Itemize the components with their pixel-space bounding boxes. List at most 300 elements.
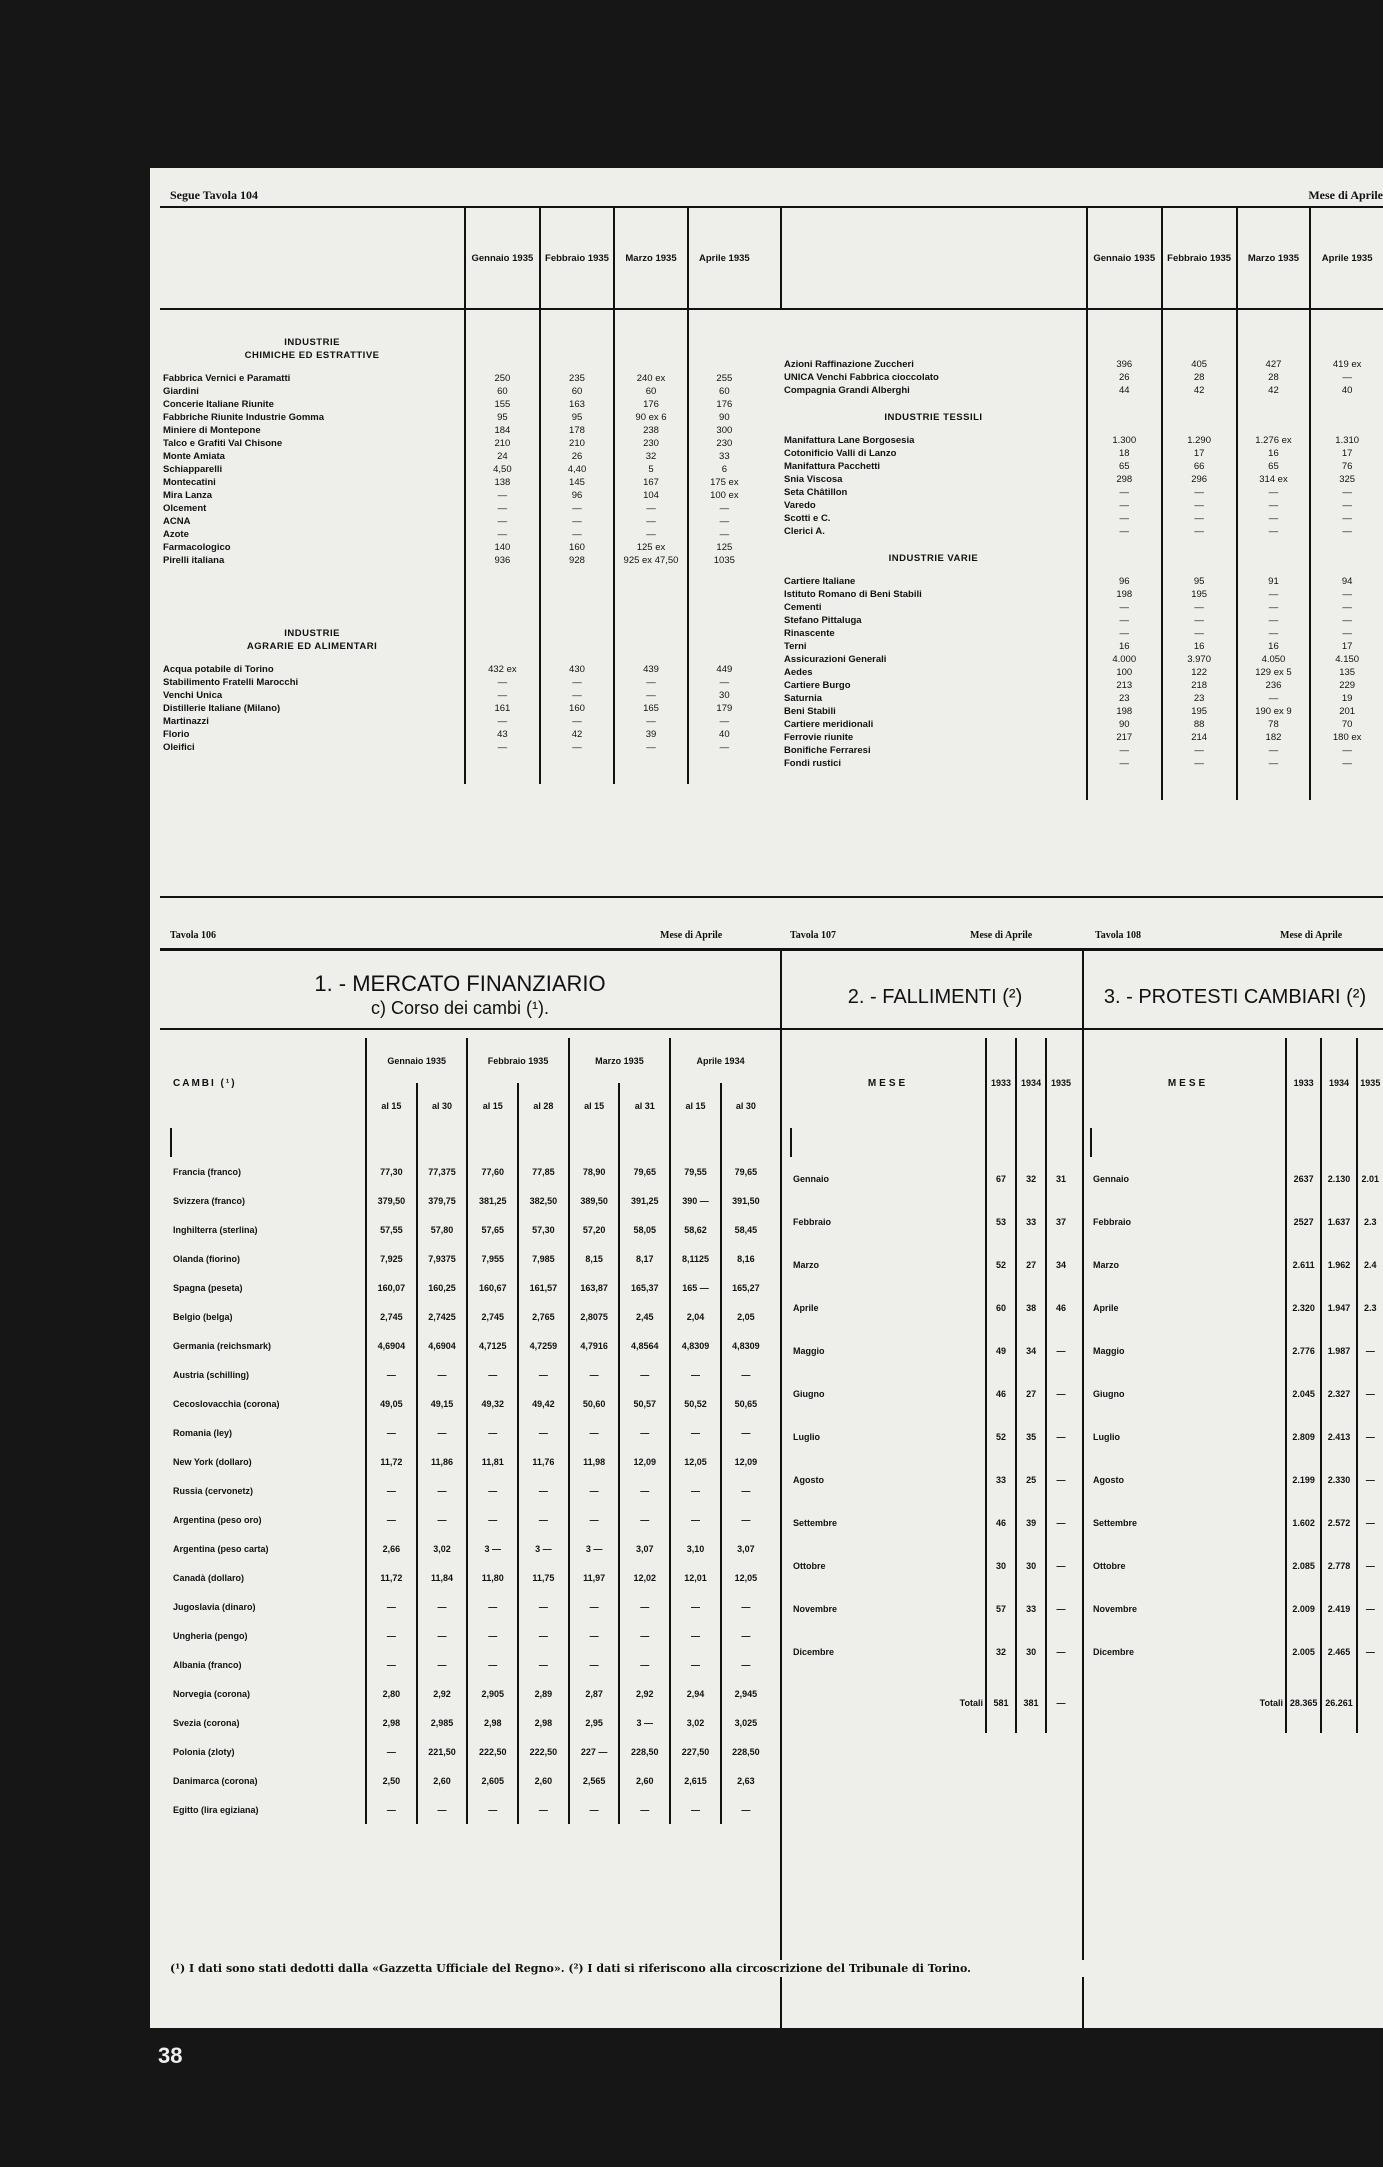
col-gennaio: Gennaio 1935 xyxy=(465,208,539,308)
varie-row-value: — xyxy=(1087,744,1162,757)
spacer-cell xyxy=(781,397,1087,411)
varie-row xyxy=(781,679,1383,692)
spacer-cell xyxy=(465,640,539,653)
cambi-row xyxy=(171,1360,770,1389)
spacer-cell xyxy=(781,538,1087,552)
tessili-row-value: 17 xyxy=(1162,447,1237,460)
rate-value: 77,85 xyxy=(518,1157,569,1186)
month-label: Maggio xyxy=(1093,1345,1125,1356)
rate-value: — xyxy=(366,1360,417,1389)
chimiche-row-value: 235 xyxy=(540,372,615,385)
month-label: Aprile xyxy=(793,1302,819,1313)
tav108-month: Mese di Aprile xyxy=(1280,930,1343,941)
agrarie-row-value: — xyxy=(465,741,539,754)
varie-row-value: — xyxy=(1162,614,1237,627)
currency-label: Svezia (corona) xyxy=(173,1717,240,1728)
rate-value: 49,15 xyxy=(417,1389,468,1418)
rate-value: — xyxy=(366,1621,417,1650)
tessili-row xyxy=(781,460,1383,473)
rate-value: 79,55 xyxy=(670,1157,721,1186)
rate-value: 11,76 xyxy=(518,1447,569,1476)
rate-value: 77,30 xyxy=(366,1157,417,1186)
total-value: 28.365 xyxy=(1286,1673,1321,1733)
count-value: 1.637 xyxy=(1321,1200,1356,1243)
rate-value: 4,6904 xyxy=(417,1331,468,1360)
rate-value: 7,9375 xyxy=(417,1244,468,1273)
rate-value: — xyxy=(417,1621,468,1650)
col-aprile: Aprile 1935 xyxy=(688,208,760,308)
rate-value: 228,50 xyxy=(619,1737,670,1766)
chimiche-row-value: — xyxy=(614,515,687,528)
count-value: 49 xyxy=(986,1329,1016,1372)
chimiche-row-value: 95 xyxy=(540,411,615,424)
count-value: — xyxy=(1046,1372,1075,1415)
chimiche-row xyxy=(160,554,760,567)
total-value: 581 xyxy=(986,1673,1016,1733)
count-value: 30 xyxy=(1016,1630,1046,1673)
rate-value: 7,985 xyxy=(518,1244,569,1273)
varie-row-value: 180 ex xyxy=(1310,731,1383,744)
month-label: Novembre xyxy=(1093,1603,1138,1614)
spacer-cell xyxy=(688,653,760,663)
tav108-label: Tavola 108 xyxy=(1095,930,1142,941)
currency-label: Albania (franco) xyxy=(173,1659,242,1670)
count-value: 46 xyxy=(986,1372,1016,1415)
rate-value: 160,07 xyxy=(366,1273,417,1302)
varie-row-value: 217 xyxy=(1087,731,1162,744)
varie-row-value: 122 xyxy=(1162,666,1237,679)
agrarie-row-value: — xyxy=(465,689,539,702)
spacer-cell xyxy=(1162,552,1237,565)
count-value: — xyxy=(1046,1415,1075,1458)
spacer-cell xyxy=(1091,1128,1286,1157)
rate-value: 2,98 xyxy=(518,1708,569,1737)
spacer-cell xyxy=(1237,424,1311,434)
agrarie-row-value: 160 xyxy=(540,702,615,715)
rate-value: 3 — xyxy=(569,1534,620,1563)
chimiche-row-value: 255 xyxy=(688,372,760,385)
spacer-cell xyxy=(1237,538,1311,552)
varie-row-value: 198 xyxy=(1087,705,1162,718)
tessili-row xyxy=(781,447,1383,460)
rate-value: 227,50 xyxy=(670,1737,721,1766)
chimiche-row-label: Farmacologico xyxy=(163,542,231,553)
spacer-cell xyxy=(1087,770,1162,800)
month-label: Settembre xyxy=(1093,1517,1138,1528)
chimiche-row-value: 100 ex xyxy=(688,489,760,502)
section-title-varie-row xyxy=(781,552,1383,565)
spacer-cell xyxy=(540,754,615,784)
tessili-row-value: — xyxy=(1310,486,1383,499)
rate-value: — xyxy=(467,1476,518,1505)
tessili-row-label: Cotonificio Valli di Lanzo xyxy=(784,448,897,459)
spacer-cell xyxy=(781,308,1087,358)
tessili-row-value: — xyxy=(1087,486,1162,499)
rate-value: 222,50 xyxy=(518,1737,569,1766)
rate-value: 165 — xyxy=(670,1273,721,1302)
fallimenti-mese-header: MESE xyxy=(867,1077,909,1089)
day-header: al 30 xyxy=(417,1083,468,1128)
tessili-row-label: Clerici A. xyxy=(784,526,825,537)
rate-value: 11,98 xyxy=(569,1447,620,1476)
table-fallimenti xyxy=(790,1038,1075,1733)
tessili-row-label: Varedo xyxy=(784,500,816,511)
tessili-row-value: 76 xyxy=(1310,460,1383,473)
count-value: 37 xyxy=(1046,1200,1075,1243)
spacer-cell xyxy=(540,627,615,640)
count-value: — xyxy=(1357,1372,1383,1415)
chimiche-row-value: 928 xyxy=(540,554,615,567)
spacer-cell xyxy=(569,1128,620,1157)
month-label: Novembre xyxy=(793,1603,838,1614)
spacer-row xyxy=(781,538,1383,552)
rate-value: 2,905 xyxy=(467,1679,518,1708)
varie-row-label: Fondi rustici xyxy=(784,758,841,769)
currency-label: Egitto (lira egiziana) xyxy=(173,1804,259,1815)
month-label: Marzo xyxy=(793,1259,820,1270)
chimiche-row xyxy=(160,502,760,515)
varie-row xyxy=(781,744,1383,757)
varie-row-value: — xyxy=(1310,757,1383,770)
rate-value: — xyxy=(619,1418,670,1447)
spacer-cell xyxy=(1162,424,1237,434)
chimiche-row-label: Fabbriche Riunite Industrie Gomma xyxy=(163,412,324,423)
spacer-cell xyxy=(1087,424,1162,434)
rate-value: 221,50 xyxy=(417,1737,468,1766)
rate-value: — xyxy=(670,1795,721,1824)
rate-value: — xyxy=(366,1650,417,1679)
agrarie-row xyxy=(160,676,760,689)
agrarie-row xyxy=(160,702,760,715)
spacer-cell xyxy=(614,362,687,372)
varie-row-value: — xyxy=(1310,601,1383,614)
footnote: (¹) I dati sono stati dedotti dalla «Gazzetta Ufficiale del Regno». (²) I dati si riferiscono alla circoscrizione del Tribunale di Torino. xyxy=(165,1960,1275,1977)
varie-row-value: 190 ex 9 xyxy=(1237,705,1311,718)
count-value: 1.947 xyxy=(1321,1286,1356,1329)
varie-row-value: 70 xyxy=(1310,718,1383,731)
chimiche-row-value: 175 ex xyxy=(688,476,760,489)
azioni-row-value: 419 ex xyxy=(1310,358,1383,371)
rate-value: — xyxy=(619,1795,670,1824)
tav108-row xyxy=(1091,1372,1383,1415)
agrarie-row-value: — xyxy=(465,676,539,689)
month-label: Settembre xyxy=(793,1517,838,1528)
chimiche-row xyxy=(160,489,760,502)
col-febbraio-right: Febbraio 1935 xyxy=(1162,208,1237,308)
spacer-cell xyxy=(1087,308,1162,358)
chimiche-row-value: — xyxy=(465,528,539,541)
currency-label: Norvegia (corona) xyxy=(173,1688,251,1699)
rate-value: — xyxy=(366,1737,417,1766)
spacer-cell xyxy=(614,627,687,640)
tessili-row-value: 17 xyxy=(1310,447,1383,460)
spacer-row xyxy=(781,308,1383,358)
agrarie-row-value: — xyxy=(540,676,615,689)
tessili-row-value: — xyxy=(1310,499,1383,512)
tessili-row xyxy=(781,499,1383,512)
rate-value: 50,65 xyxy=(721,1389,770,1418)
cambi-row xyxy=(171,1621,770,1650)
chimiche-row-value: 95 xyxy=(465,411,539,424)
varie-row-value: 16 xyxy=(1087,640,1162,653)
varie-row xyxy=(781,588,1383,601)
spacer-cell xyxy=(1162,397,1237,411)
agrarie-row xyxy=(160,663,760,676)
spacer-cell xyxy=(1321,1128,1356,1157)
varie-row-label: Rinascente xyxy=(784,628,835,639)
count-value: 2.611 xyxy=(1286,1243,1321,1286)
spacer-cell xyxy=(688,640,760,653)
tessili-row-value: — xyxy=(1087,512,1162,525)
currency-label: Germania (reichsmark) xyxy=(173,1340,272,1351)
day-header: al 15 xyxy=(670,1083,721,1128)
spacer-cell xyxy=(721,1128,770,1157)
chimiche-row-value: 60 xyxy=(614,385,687,398)
spacer-cell xyxy=(1310,770,1383,800)
tessili-row-value: 1.310 xyxy=(1310,434,1383,447)
mid-rule xyxy=(160,896,1383,898)
rate-value: — xyxy=(417,1505,468,1534)
rate-value: 381,25 xyxy=(467,1186,518,1215)
agrarie-row-value: 43 xyxy=(465,728,539,741)
chimiche-row-value: 240 ex xyxy=(614,372,687,385)
rate-value: 4,8564 xyxy=(619,1331,670,1360)
cambi-row xyxy=(171,1302,770,1331)
rate-value: 2,745 xyxy=(366,1302,417,1331)
tav107-row xyxy=(791,1200,1075,1243)
rate-value: — xyxy=(467,1418,518,1447)
month-label: Aprile xyxy=(1093,1302,1119,1313)
count-value: 2.045 xyxy=(1286,1372,1321,1415)
rate-value: 11,81 xyxy=(467,1447,518,1476)
rate-value: 379,50 xyxy=(366,1186,417,1215)
count-value: 60 xyxy=(986,1286,1016,1329)
chimiche-row xyxy=(160,398,760,411)
tessili-row-value: 1.276 ex xyxy=(1237,434,1311,447)
spacer-cell xyxy=(540,308,615,336)
chimiche-row-value: — xyxy=(540,502,615,515)
spacer-cell xyxy=(171,1128,366,1157)
chimiche-row-value: 230 xyxy=(614,437,687,450)
varie-row-label: Stefano Pittaluga xyxy=(784,615,862,626)
count-value: — xyxy=(1046,1630,1075,1673)
agrarie-row-value: — xyxy=(540,741,615,754)
chimiche-row-value: 155 xyxy=(465,398,539,411)
rate-value: — xyxy=(721,1418,770,1447)
agrarie-row-label: Oleifici xyxy=(163,742,195,753)
count-value: 32 xyxy=(1016,1157,1046,1200)
chimiche-row-value: 176 xyxy=(688,398,760,411)
chimiche-row-value: 160 xyxy=(540,541,615,554)
day-header: al 15 xyxy=(366,1083,417,1128)
rate-value: — xyxy=(518,1505,569,1534)
rate-value: — xyxy=(721,1476,770,1505)
varie-row-value: 236 xyxy=(1237,679,1311,692)
tav107-totals-row xyxy=(791,1673,1075,1733)
rate-value: 2,80 xyxy=(366,1679,417,1708)
agrarie-row-value: 179 xyxy=(688,702,760,715)
azioni-row-value: 40 xyxy=(1310,384,1383,397)
rate-value: — xyxy=(569,1592,620,1621)
tav107-title: 2. - FALLIMENTI (²) xyxy=(847,986,1023,1008)
rate-value: — xyxy=(518,1418,569,1447)
rate-value: 2,60 xyxy=(619,1766,670,1795)
rate-value: 57,30 xyxy=(518,1215,569,1244)
table-protesti xyxy=(1090,1038,1383,1733)
varie-row-value: — xyxy=(1237,692,1311,705)
chimiche-row-value: — xyxy=(540,515,615,528)
spacer-cell xyxy=(1237,552,1311,565)
rate-value: — xyxy=(366,1476,417,1505)
varie-row xyxy=(781,653,1383,666)
label-col-header-right xyxy=(781,208,1087,308)
spacer-cell xyxy=(688,754,760,784)
count-value: — xyxy=(1046,1458,1075,1501)
spacer-cell xyxy=(465,349,539,362)
chimiche-row-value: — xyxy=(688,502,760,515)
tav107-row xyxy=(791,1243,1075,1286)
agrarie-row xyxy=(160,728,760,741)
azioni-row-value: 427 xyxy=(1237,358,1311,371)
tessili-row-value: 16 xyxy=(1237,447,1311,460)
count-value: 52 xyxy=(986,1415,1016,1458)
spacer-cell xyxy=(160,567,465,627)
month-label: Ottobre xyxy=(1093,1560,1126,1571)
count-value: 25 xyxy=(1016,1458,1046,1501)
tessili-row-label: Scotti e C. xyxy=(784,513,831,524)
month-gennaio-header: Gennaio 1935 xyxy=(366,1038,467,1083)
cambi-row xyxy=(171,1708,770,1737)
month-label: Luglio xyxy=(793,1431,820,1442)
cambi-row xyxy=(171,1534,770,1563)
chimiche-row-value: 210 xyxy=(540,437,615,450)
totals-label: Totali xyxy=(959,1698,983,1708)
agrarie-row-value: — xyxy=(614,741,687,754)
rate-value: 57,65 xyxy=(467,1215,518,1244)
rate-value: 50,60 xyxy=(569,1389,620,1418)
spacer-cell xyxy=(465,627,539,640)
chimiche-row-value: 90 ex 6 xyxy=(614,411,687,424)
rate-value: 2,60 xyxy=(417,1766,468,1795)
varie-row xyxy=(781,627,1383,640)
spacer-cell xyxy=(1286,1128,1321,1157)
count-value: 53 xyxy=(986,1200,1016,1243)
rate-value: 2,615 xyxy=(670,1766,721,1795)
tav108-title: 3. - PROTESTI CAMBIARI (²) xyxy=(1103,986,1367,1008)
chimiche-row xyxy=(160,437,760,450)
count-value: 2.320 xyxy=(1286,1286,1321,1329)
rate-value: 57,20 xyxy=(569,1215,620,1244)
rate-value: 389,50 xyxy=(569,1186,620,1215)
chimiche-row-value: 230 xyxy=(688,437,760,450)
chimiche-row-value: 210 xyxy=(465,437,539,450)
chimiche-row-value: 90 xyxy=(688,411,760,424)
chimiche-row-label: Olcement xyxy=(163,503,207,514)
chimiche-row-label: Fabbrica Vernici e Paramatti xyxy=(163,373,291,384)
count-value: 33 xyxy=(986,1458,1016,1501)
varie-row-value: — xyxy=(1237,757,1311,770)
varie-row-value: 100 xyxy=(1087,666,1162,679)
rate-value: — xyxy=(518,1621,569,1650)
varie-row-label: Bonifiche Ferraresi xyxy=(784,745,871,756)
rate-value: 2,63 xyxy=(721,1766,770,1795)
tessili-row xyxy=(781,473,1383,486)
azioni-row xyxy=(781,384,1383,397)
cambi-row xyxy=(171,1186,770,1215)
tessili-row-value: 314 ex xyxy=(1237,473,1311,486)
count-value: 2.572 xyxy=(1321,1501,1356,1544)
rate-value: 379,75 xyxy=(417,1186,468,1215)
day-header: al 15 xyxy=(569,1083,620,1128)
spacer-row xyxy=(781,770,1383,800)
chimiche-row-value: 140 xyxy=(465,541,539,554)
varie-row-value: 19 xyxy=(1310,692,1383,705)
tav106-title: 1. - MERCATO FINANZIARIO xyxy=(314,971,606,996)
azioni-row-value: 405 xyxy=(1162,358,1237,371)
spacer-cell xyxy=(1310,308,1383,358)
spacer-cell xyxy=(670,1128,721,1157)
chimiche-row-value: 1035 xyxy=(688,554,760,567)
agrarie-row-value: — xyxy=(465,715,539,728)
rate-value: 7,925 xyxy=(366,1244,417,1273)
rate-value: 11,86 xyxy=(417,1447,468,1476)
chimiche-row-value: 4,50 xyxy=(465,463,539,476)
rate-value: 222,50 xyxy=(467,1737,518,1766)
chimiche-row-value: 300 xyxy=(688,424,760,437)
protesti-mese-header: MESE xyxy=(1167,1077,1209,1089)
varie-row-label: Cartiere meridionali xyxy=(784,719,874,730)
chimiche-row-value: 176 xyxy=(614,398,687,411)
spacer-cell xyxy=(1310,424,1383,434)
month-label: Ottobre xyxy=(793,1560,826,1571)
cambi-row xyxy=(171,1592,770,1621)
tessili-row-value: 296 xyxy=(1162,473,1237,486)
cambi-row xyxy=(171,1505,770,1534)
rate-value: — xyxy=(721,1621,770,1650)
col-gennaio-right: Gennaio 1935 xyxy=(1087,208,1162,308)
varie-row-value: 3.970 xyxy=(1162,653,1237,666)
varie-row-value: 218 xyxy=(1162,679,1237,692)
cambi-row xyxy=(171,1737,770,1766)
tav108-row xyxy=(1091,1458,1383,1501)
agrarie-row-value: — xyxy=(614,715,687,728)
varie-row-value: — xyxy=(1310,627,1383,640)
spacer-cell xyxy=(619,1128,670,1157)
spacer-row xyxy=(160,653,760,663)
chimiche-row-value: 184 xyxy=(465,424,539,437)
col-aprile-right: Aprile 1935 xyxy=(1310,208,1383,308)
chimiche-row-value: 925 ex 47,50 xyxy=(614,554,687,567)
rate-value: 163,87 xyxy=(569,1273,620,1302)
label-col-header xyxy=(160,208,465,308)
agrarie-row-value: — xyxy=(688,741,760,754)
spacer-cell xyxy=(465,336,539,349)
varie-row xyxy=(781,666,1383,679)
rate-value: — xyxy=(721,1505,770,1534)
rate-value: 165,37 xyxy=(619,1273,670,1302)
tessili-row-value: 65 xyxy=(1237,460,1311,473)
rate-value: — xyxy=(721,1592,770,1621)
tessili-row-value: 298 xyxy=(1087,473,1162,486)
spacer-cell xyxy=(1162,770,1237,800)
varie-row-value: 4.000 xyxy=(1087,653,1162,666)
varie-row-label: Aedes xyxy=(784,667,813,678)
chimiche-row-value: 60 xyxy=(688,385,760,398)
rate-value: 4,7259 xyxy=(518,1331,569,1360)
rate-value: — xyxy=(569,1360,620,1389)
chimiche-row-label: Schiapparelli xyxy=(163,464,223,475)
azioni-row-value: 28 xyxy=(1237,371,1311,384)
